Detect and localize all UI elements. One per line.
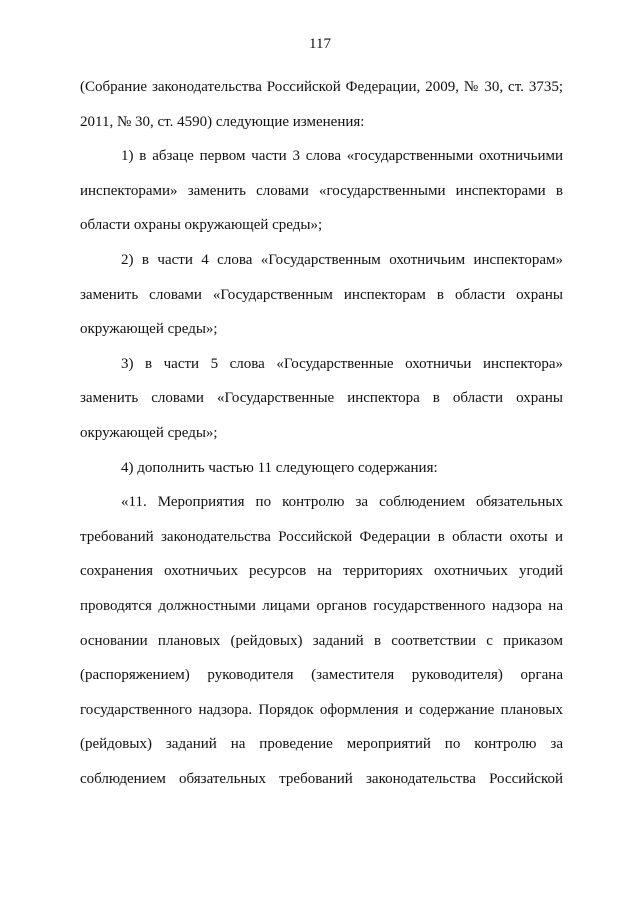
paragraph-item-4: 4) дополнить частью 11 следующего содержания: <box>121 459 438 476</box>
paragraph-item-1: 1) в абзаце первом части 3 слова «государственными охотничьими инспекторами» заменить словами «государственными инспекторами в области охраны окружающей среды»; <box>80 148 563 234</box>
paragraph-item-3: 3) в части 5 слова «Государственные охотничьи инспектора» заменить словами «Государственные инспектора в области охраны окружающей среды»; <box>80 355 563 441</box>
paragraph-source-reference: (Собрание законодательства Российской Федерации, 2009, № 30, ст. 3735; 2011, № 30, ст. 4590) следующие изменения: <box>80 79 563 130</box>
paragraph-item-2: 2) в части 4 слова «Государственным охотничьим инспекторам» заменить словами «Государственным инспекторам в области охраны окружающей среды»; <box>80 251 563 338</box>
paragraph-new-part-11: «11. Мероприятия по контролю за соблюдением обязательных требований законодательства Российской Федерации в области охоты и сохранения охотничьих ресурсов на территориях охотничьих угодий проводятся должностными лицами органов государственного надзора на основании плановых (рейдовых) заданий в соответствии с приказом (распоряжением) руководителя (заместителя руководителя) органа государственного надзора. Порядок оформления и содержание плановых (рейдовых) заданий на проведение мероприятий по контролю за соблюдением обязательных требований законодательства Российской <box>80 494 563 787</box>
document-body <box>80 70 563 796</box>
page-number: 117 <box>309 36 331 52</box>
